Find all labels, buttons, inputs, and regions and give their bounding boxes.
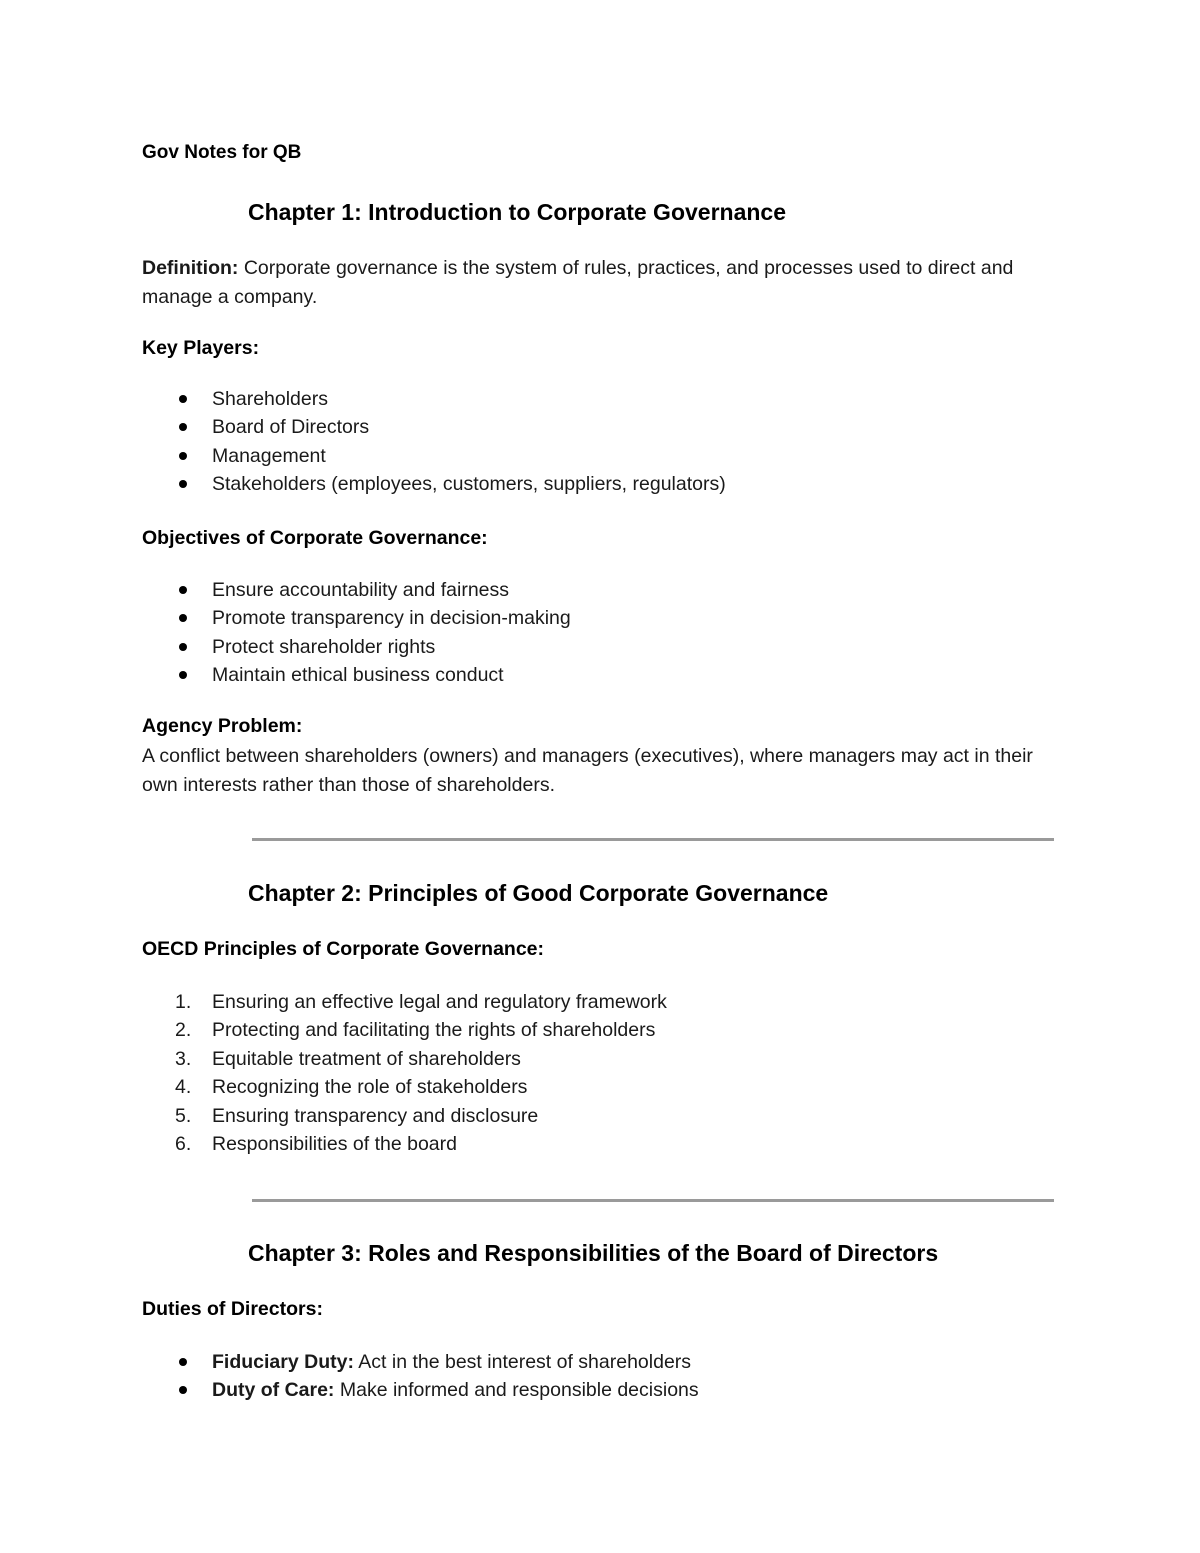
list-item: Management <box>142 442 726 470</box>
list-item: Maintain ethical business conduct <box>142 661 571 689</box>
list-item: 5. Ensuring transparency and disclosure <box>175 1104 539 1127</box>
list-item: Stakeholders (employees, customers, suppliers, regulators) <box>142 470 726 498</box>
bullet-icon <box>179 452 187 460</box>
bullet-icon <box>179 423 187 431</box>
definition-paragraph <box>142 254 1072 311</box>
list-item: 6. Responsibilities of the board <box>175 1132 457 1155</box>
list-item: Fiduciary Duty: Act in the best interest of shareholders <box>142 1348 699 1376</box>
list-item: Promote transparency in decision-making <box>142 604 571 632</box>
bullet-icon <box>179 643 187 651</box>
bullet-icon <box>179 614 187 622</box>
list-item: Shareholders <box>142 385 726 413</box>
list-item: Board of Directors <box>142 413 726 441</box>
list-item: Duty of Care: Make informed and responsible decisions <box>142 1376 699 1404</box>
oecd-principles-list <box>142 988 667 1158</box>
key-players-label: Key Players: <box>142 337 260 359</box>
bullet-icon <box>179 1386 187 1394</box>
oecd-principles-label: OECD Principles of Corporate Governance: <box>142 938 545 960</box>
list-item: 4. Recognizing the role of stakeholders <box>175 1076 528 1099</box>
objectives-label: Objectives of Corporate Governance: <box>142 527 488 549</box>
agency-problem-label: Agency Problem: <box>142 715 303 737</box>
chapter-3-heading: Chapter 3: Roles and Responsibilities of the Board of Directors <box>248 1240 939 1266</box>
bullet-icon <box>179 586 187 594</box>
bullet-icon <box>179 671 187 679</box>
list-item: 1. Ensuring an effective legal and regulatory framework <box>175 991 667 1013</box>
list-item: Ensure accountability and fairness <box>142 576 571 604</box>
duties-label: Duties of Directors: <box>142 1298 323 1320</box>
list-item: 2. Protecting and facilitating the rights of shareholders <box>175 1019 656 1042</box>
definition-text: Corporate governance is the system of rules, practices, and processes used to direct and manage a company. <box>142 257 1014 308</box>
chapter-2-heading: Chapter 2: Principles of Good Corporate Governance <box>248 880 829 906</box>
bullet-icon <box>179 480 187 488</box>
key-players-list <box>142 385 726 499</box>
duties-list <box>142 1348 699 1405</box>
list-item: Protect shareholder rights <box>142 633 571 661</box>
chapter-1-heading: Chapter 1: Introduction to Corporate Governance <box>248 199 786 225</box>
definition-label: Definition: <box>142 257 239 279</box>
agency-problem-text: A conflict between shareholders (owners) and managers (executives), where managers may act in their own interests rather than those of shareholders. <box>142 745 1033 796</box>
list-item: 3. Equitable treatment of shareholders <box>175 1047 521 1070</box>
bullet-icon <box>179 395 187 403</box>
bullet-icon <box>179 1358 187 1366</box>
section-divider <box>252 1199 1054 1202</box>
document-title: Gov Notes for QB <box>142 142 302 163</box>
objectives-list <box>142 576 571 690</box>
section-divider <box>252 838 1054 841</box>
